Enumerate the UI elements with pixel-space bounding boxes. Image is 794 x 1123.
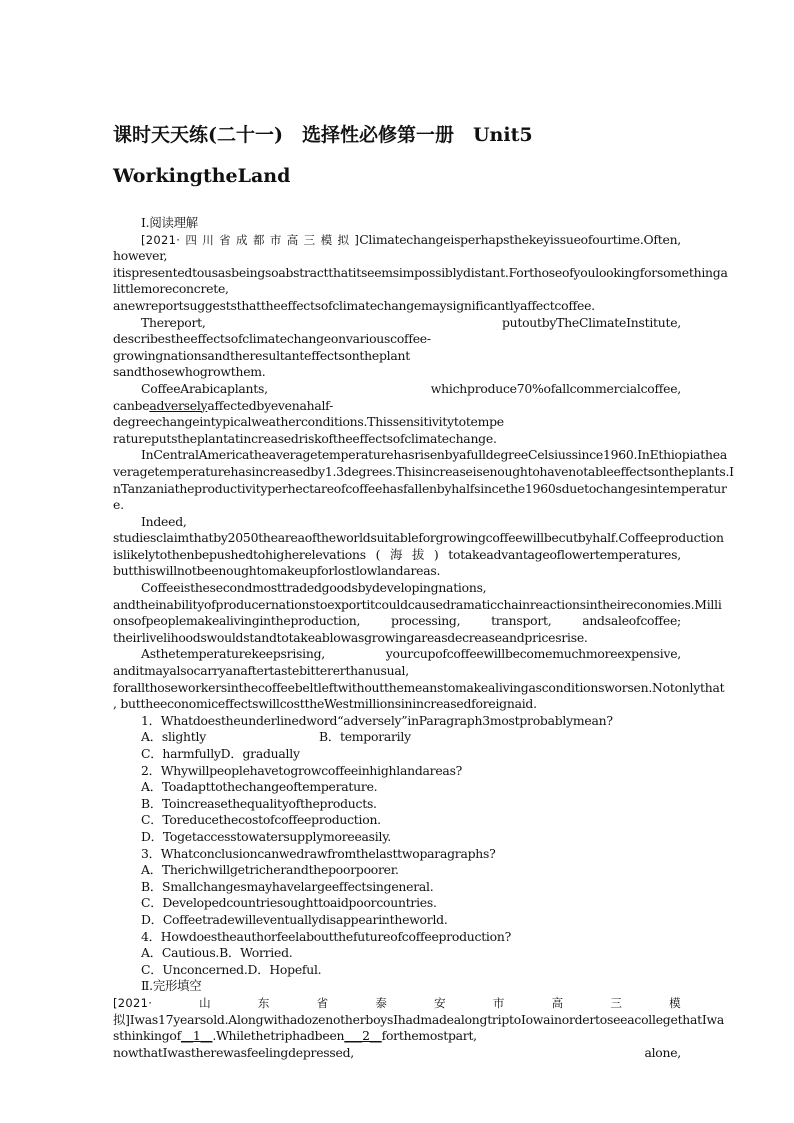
option-b: B．Smallchangesmayhavelargeeffectsingeneral. [141,878,434,894]
option-b: B．temporarily [319,729,411,745]
passage-line: [2021· 山 东 省 泰 安 市 高 三 模 [113,995,681,1010]
passage-line: ratureputstheplantatincreasedriskoftheeffectsofclimatechange. [113,430,497,446]
passage-line: 拟]Iwas17yearsold.AlongwithadozenotherboysIhadmadealongtriptoIowainordertoseeacollegethatIwa [113,1011,725,1027]
passage-line: butthiswillnotbeenoughtomakeupforlostlowlandareas. [113,563,441,579]
option-c: C．Toreducethecostofcoffeeproduction. [141,812,381,828]
passage-line: littlemoreconcrete, anewreportsuggeststhattheeffectsofclimatechangemaysignificantlyaffectcoffee. [113,281,595,313]
section1-heading: Ⅰ.阅读理解 [141,215,198,230]
passage-line: nTanzaniatheproductivityperhectareofcoffeehasfallenbyhalfsincethe1960sduetochangesintemperatur [113,480,727,496]
option-a: A．slightly [141,729,206,745]
passage-line: , buttheeconomiceffectswillcosttheWestmillionsinincreasedforeignaid. [113,696,537,712]
passage-line: islikelytothenbepushedtohigherelevations ( 海 拔 ) totakeadvantageoflowertemperatures, [113,546,681,562]
source-label: [2021·四川省成都市高三模拟] [141,232,360,247]
section2-heading: Ⅱ.完形填空 [141,978,202,994]
passage-line: Asthetemperaturekeepsrising, yourcupofcoffeewillbecomemuchmoreexpensive, [141,646,681,662]
passage-line: theirlivelihoodswouldstandtotakeablowasgrowingareasdecreaseandpricesrise. [113,629,588,645]
passage-line: describestheeffectsofclimatechangeonvariouscoffee-growingnationsandtheresultanteffectsontheplant [113,331,431,363]
passage-line: InCentralAmericatheaveragetemperaturehasrisenbyafulldegreeCelsiussince1960.InEthiopiathea [141,447,727,463]
option-row: A．Cautious.B．Worried. [141,945,293,961]
option-d: D．Coffeetradewilleventuallydisappearintheworld. [141,911,448,927]
option-row [113,729,681,746]
passage-line: veragetemperaturehasincreasedby1.3degrees.Thisincreaseisenoughtohavenotableeffectsontheplants.I [113,463,734,479]
option-a: A．Toadapttothechangeoftemperature. [141,779,378,795]
passage-line: Indeed, [141,513,187,529]
document-body [113,215,734,1061]
passage-line: Thereport, putoutbyTheClimateInstitute, [141,314,681,330]
option-b: B．Toincreasethequalityoftheproducts. [141,795,377,811]
passage-line: onsofpeoplemakealivingintheproduction, processing, transport, andsaleofcoffee; [113,613,681,629]
page-title-line2: WorkingtheLand [113,165,291,187]
passage-line: itispresentedtousasbeingsoabstractthatitseemsimpossiblydistant.Forthoseofyoulookingforsomethinga [113,264,728,280]
passage-line: sandthosewhogrowthem. [113,364,266,380]
passage-line: anditmayalsocarryanaftertastebittererthanusual, [113,663,409,679]
page-title-line1: 课时天天练(二十一) 选择性必修第一册 Unit5 [113,124,533,146]
passage-line: [2021·四川省成都市高三模拟]Climatechangeisperhapsthekeyissueofourtime.Often, however, [113,231,681,264]
passage-line: studiesclaimthatby2050theareaoftheworldsuitableforgrowingcoffeewillbecutbyhalf.Coffeeproduction [113,530,724,546]
passage-line: CoffeeArabicaplants, whichproduce70%ofallcommercialcoffee, [141,380,681,396]
passage-line: andtheinabilityofproducernationstoexportitcouldcausedramaticchainreactionsintheireconomies.Milli [113,596,722,612]
option-row: C．harmfullyD．gradually [141,746,300,761]
question-stem: 3．Whatconclusioncanwedrawfromthelasttwoparagraphs? [141,845,496,861]
option-a: A．Therichwillgetricherandthepoorpoorer. [141,862,399,878]
passage-line: e. [113,497,124,513]
passage-line: Coffeeisthesecondmosttradedgoodsbydevelopingnations, [141,580,487,596]
blank-1: __1__ [180,1028,213,1044]
option-d: D．Togetaccesstowatersupplymoreeasily. [141,828,391,844]
passage-line: sthinkingof__1__.Whilethetriphadbeen___2__forthemostpart, [113,1028,477,1044]
passage-line: canbeadverselyaffectedbyevenahalf-degreechangeintypicalweatherconditions.Thissensitivitytotempe [113,397,504,430]
passage-line: forallthoseworkersinthecoffeebeltleftwithoutthemeanstomakealivingasconditionsworsen.Notonlythat [113,679,725,695]
question-stem: 4．Howdoestheauthorfeelaboutthefutureofcoffeeproduction? [141,928,511,944]
option-row: C．Unconcerned.D．Hopeful. [141,961,322,977]
option-c: C．Developedcountriesoughttoaidpoorcountries. [141,895,437,911]
question-stem: 1．Whatdoestheunderlinedword“adversely”inParagraph3mostprobablymean? [141,712,613,728]
underlined-word: adversely [149,397,208,413]
passage-line: nowthatIwastherewasfeelingdepressed, alone, [113,1044,681,1060]
blank-2: ___2__ [344,1028,382,1044]
question-stem: 2．Whywillpeoplehavetogrowcoffeeinhighlandareas? [141,762,463,778]
